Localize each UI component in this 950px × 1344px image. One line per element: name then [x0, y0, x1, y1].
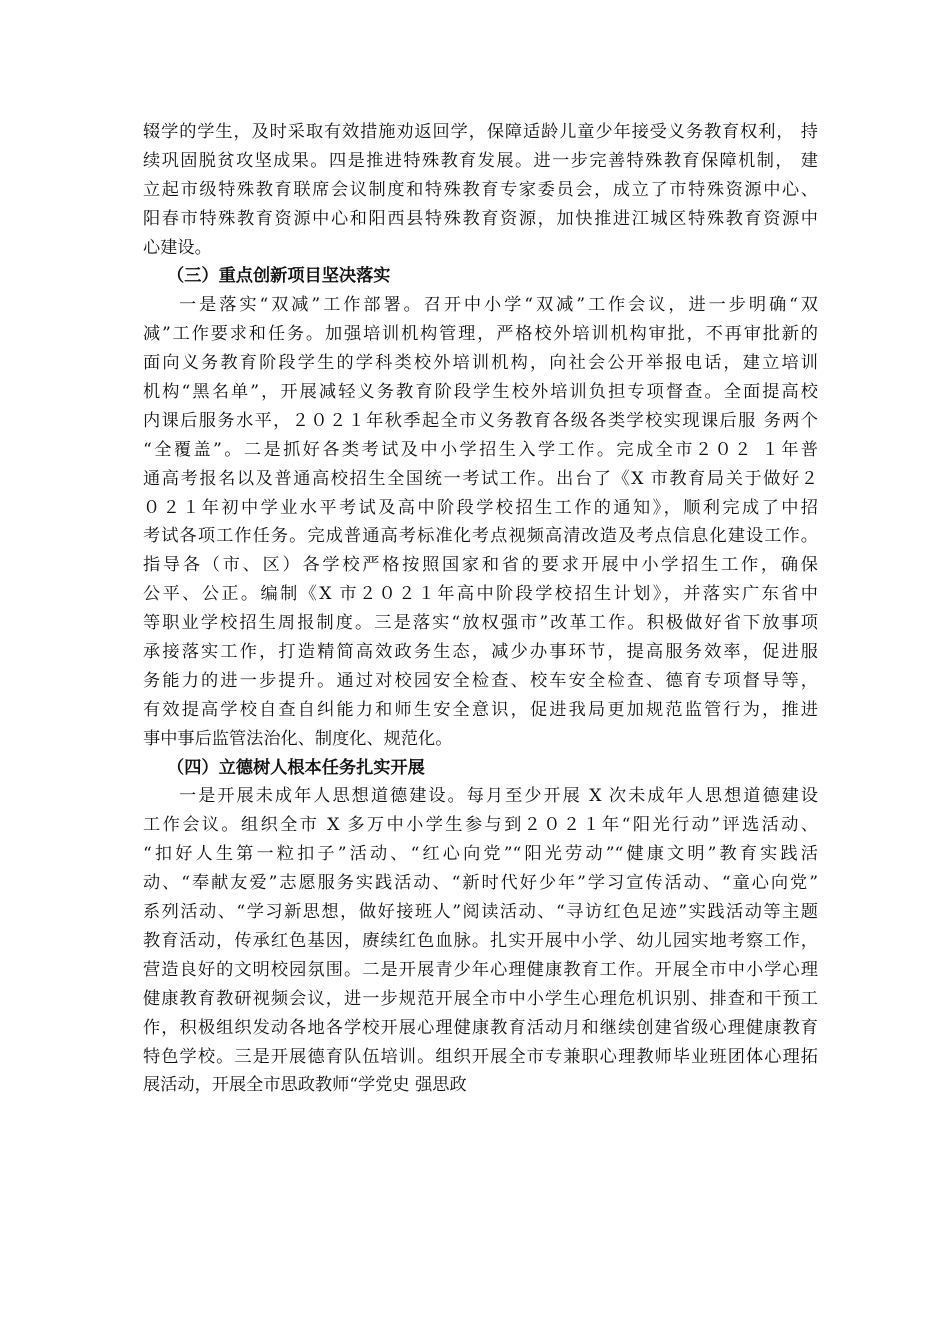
section-heading: （三）重点创新项目坚决落实	[167, 266, 391, 287]
paragraph-line: 务能力的进一步提升。通过对校园安全检查、校车安全检查、德育专项督导等，	[143, 670, 818, 691]
paragraph-line: ０２１年初中学业水平考试及高中阶段学校招生工作的通知》，顺利完成了中招	[143, 497, 818, 518]
paragraph-line: 作，积极组织发动各地各学校开展心理健康教育活动月和继续创建省级心理健康教育	[143, 1017, 818, 1038]
paragraph-line: 一是落实“双减”工作部署。召开中小学“双减”工作会议，进一步明确“双	[179, 295, 818, 316]
paragraph-line: 立起市级特殊教育联席会议制度和特殊教育专家委员会，成立了市特殊资源中心、	[143, 179, 818, 200]
paragraph-line: 特色学校。三是开展德育队伍培训。组织开展全市专兼职心理教师毕业班团体心理拓	[143, 1046, 818, 1067]
paragraph-line: 指导各（市、区）各学校严格按照国家和省的要求开展中小学招生工作，确保	[143, 555, 818, 576]
paragraph-line: “扣好人生第一粒扣子”活动、“红心向党”“阳光劳动”“健康文明”教育实践活	[143, 844, 818, 865]
paragraph-line: 减”工作要求和任务。加强培训机构管理，严格校外培训机构审批，不再审批新的	[143, 324, 818, 345]
paragraph-line: 等职业学校招生周报制度。三是落实“放权强市”改革工作。积极做好省下放事项	[143, 613, 818, 634]
document-body	[143, 118, 818, 1100]
paragraph-line: 承接落实工作，打造精简高效政务生态，减少办事环节，提高服务效率，促进服	[143, 642, 818, 663]
paragraph-line: 动、“奉献友爱”志愿服务实践活动、“新时代好少年”学习宣传活动、“童心向党”	[143, 873, 818, 894]
paragraph-line: 考试各项工作任务。完成普通高考标准化考点视频高清改造及考点信息化建设工作。	[143, 526, 818, 547]
paragraph-line: 公平、公正。编制《X 市２０２１年高中阶段学校招生计划》，并落实广东省中	[143, 584, 818, 605]
paragraph-line: 有效提高学校自查自纠能力和师生安全意识，促进我局更加规范监管行为，推进	[143, 699, 818, 720]
paragraph-line: 通高考报名以及普通高校招生全国统一考试工作。出台了《X 市教育局关于做好２	[143, 468, 818, 489]
paragraph-line: 阳春市特殊教育资源中心和阳西县特殊教育资源，加快推进江城区特殊教育资源中	[143, 208, 818, 229]
paragraph-line: 系列活动、“学习新思想，做好接班人”阅读活动、“寻访红色足迹”实践活动等主题	[143, 902, 818, 923]
section-heading: （四）立德树人根本任务扎实开展	[167, 757, 425, 778]
paragraph-line: 工作会议。组织全市 X 多万中小学生参与到２０２１年“阳光行动”评选活动、	[143, 815, 818, 836]
paragraph-line: 机构“黑名单”，开展减轻义务教育阶段学生校外培训负担专项督查。全面提高校	[143, 382, 818, 403]
paragraph-line: 展活动，开展全市思政教师“学党史 强思政	[143, 1075, 467, 1096]
paragraph-line: 事中事后监管法治化、制度化、规范化。	[143, 728, 453, 749]
paragraph-line: 营造良好的文明校园氛围。二是开展青少年心理健康教育工作。开展全市中小学心理	[143, 959, 818, 980]
paragraph-line: 辍学的学生，及时采取有效措施劝返回学，保障适龄儿童少年接受义务教育权利， 持	[143, 122, 818, 142]
paragraph-line: 面向义务教育阶段学生的学科类校外培训机构，向社会公开举报电话，建立培训	[143, 353, 818, 374]
paragraph-line: 心建设。	[143, 237, 212, 258]
paragraph-line: 内课后服务水平，２０２１年秋季起全市义务教育各级各类学校实现课后服 务两个	[143, 410, 818, 431]
paragraph-line: 续巩固脱贫攻坚成果。四是推进特殊教育发展。进一步完善特殊教育保障机制， 建	[143, 150, 818, 171]
paragraph-line: “全覆盖”。二是抓好各类考试及中小学招生入学工作。完成全市２０２ １年普	[143, 439, 818, 460]
paragraph-line: 一是开展未成年人思想道德建设。每月至少开展 X 次未成年人思想道德建设	[179, 786, 818, 807]
paragraph-line: 教育活动，传承红色基因，赓续红色血脉。扎实开展中小学、幼儿园实地考察工作，	[143, 930, 818, 951]
paragraph-line: 健康教育教研视频会议，进一步规范开展全市中小学生心理危机识别、排查和干预工	[143, 988, 818, 1009]
